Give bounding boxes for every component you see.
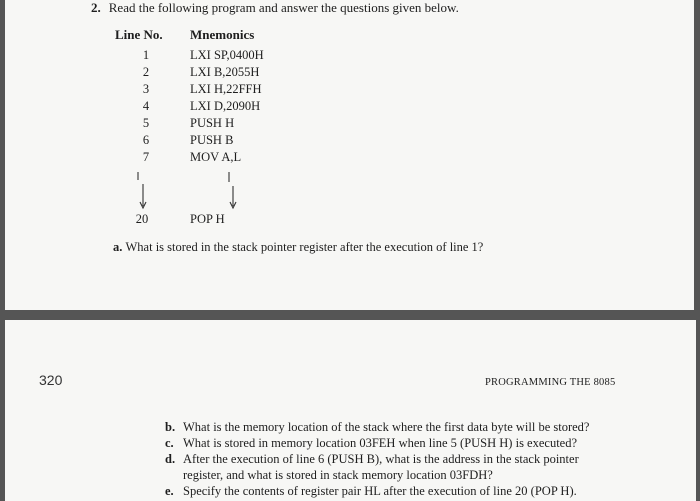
mnemonic: LXI D,2090H [190,99,261,113]
header-line-no: Line No. [115,27,163,42]
question-label: b. [165,420,176,434]
question-text: After the execution of line 6 (PUSH B), what is the address in the stack pointer [183,452,579,466]
mnemonic: PUSH H [190,116,235,130]
question-label: c. [165,436,174,450]
question-text: Read the following program and answer the questions given below. [108,0,459,15]
page-number: 320 [39,372,63,388]
mnemonic: POP H [190,212,225,226]
question-b [165,420,589,435]
question-a [113,240,483,255]
mnemonic: LXI SP,0400H [190,48,264,62]
mnemonic: PUSH B [190,133,234,147]
line-number: 6 [142,133,150,147]
question-label: d. [165,452,176,466]
line-number: 5 [142,116,150,130]
line-number: 2 [142,65,150,79]
question-text: What is stored in memory location 03FEH when line 5 (PUSH H) is executed? [183,436,578,450]
question-text: What is the memory location of the stack where the first data byte will be stored? [183,420,590,434]
line-number: 3 [142,82,150,96]
mnemonic: MOV A,L [190,150,242,164]
question-c [165,436,577,451]
question-text: Specify the contents of register pair HL after the execution of line 20 (POP H). [183,484,577,498]
line-number: 7 [142,150,150,164]
down-arrow-icon [137,168,151,212]
question-d-continuation: register, and what is stored in stack memory location 03FDH? [183,468,493,482]
page-top [5,0,694,310]
down-arrow-icon [227,168,241,212]
question-text: What is stored in the stack pointer register after the execution of line 1? [125,240,484,254]
question-number: 2. [91,0,101,15]
line-number: 1 [142,48,150,62]
running-head: PROGRAMMING THE 8085 [485,377,616,388]
question-2 [91,0,459,16]
question-d [165,452,579,467]
question-e [165,484,577,499]
line-number: 4 [142,99,150,113]
header-mnemonics: Mnemonics [190,27,255,42]
page-bottom [5,320,696,501]
question-label: e. [165,484,174,498]
line-number: 20 [135,212,149,226]
mnemonic: LXI H,22FFH [190,82,262,96]
mnemonic: LXI B,2055H [190,65,260,79]
question-label: a. [113,240,123,254]
